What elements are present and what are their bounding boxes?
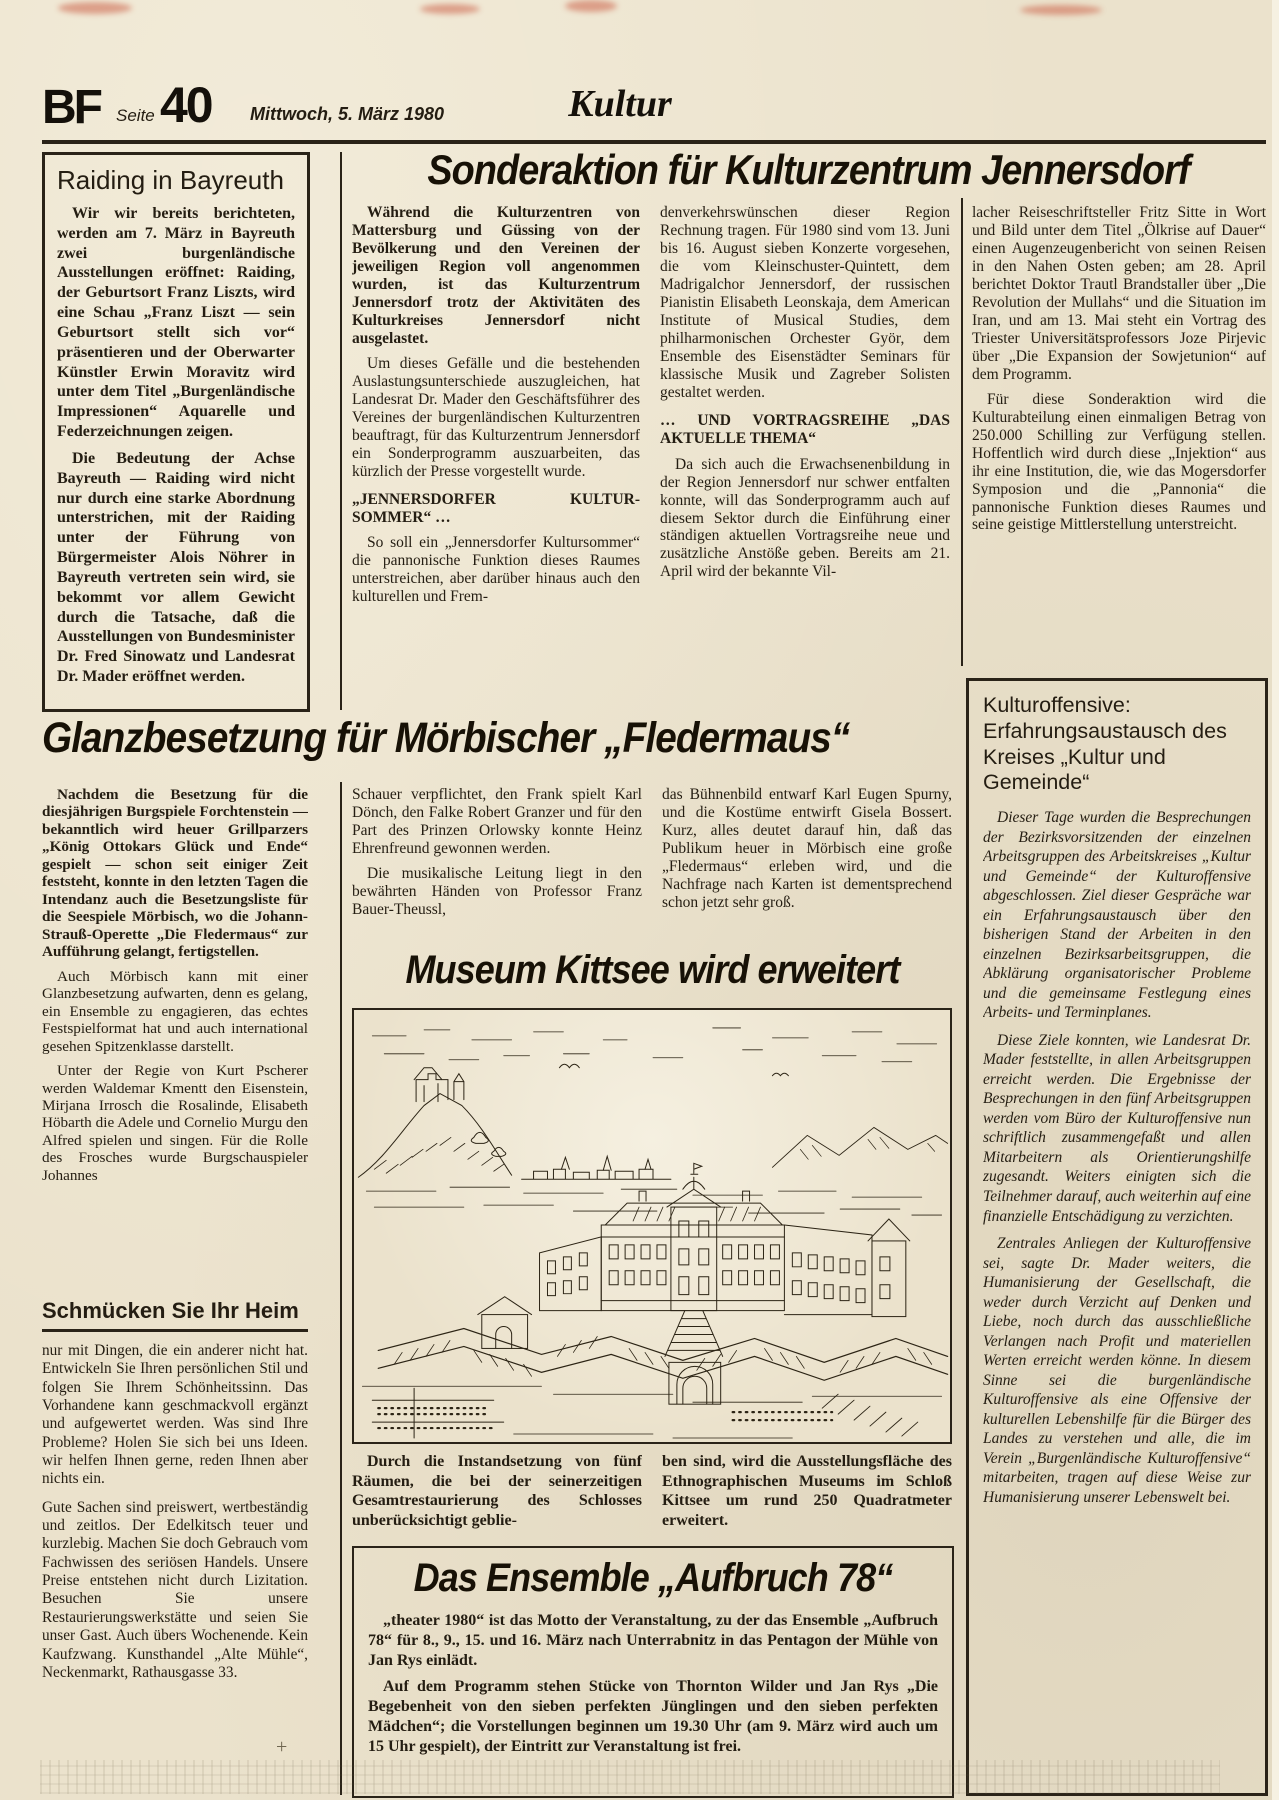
raiding-paragraph: Die Bedeutung der Achse Bayreuth — Raiding wird nicht nur durch eine starke Abordnung unterstrichen, mit der Raiding unter der Führung von Bürgermeister Alois Nöhrer in Bayreuth vertreten sein wird, sie bekommt vor allem Gewicht durch die Tatsache, daß die Ausstellungen von Bundesminister Dr. Fred Sinowatz und Landesrat Dr. Mader eröffnet werden. bbox=[57, 449, 295, 686]
article-paragraph: Nachdem die Besetzung für die diesjährigen Burgspiele Forchtenstein — bekanntlich wird heuer Grillparzers „König Ottokars Glück und Ende“ gespielt — schon seit einiger Zeit feststeht, konnte in den letzten Tagen die Intendanz auch die Besetzungsliste für die Seespiele Mörbisch, wo die Johann-Strauß-Operette „Die Fledermaus“ zur Aufführung gelangt, fertigstellen. bbox=[42, 786, 308, 961]
article-paragraph: Zentrales Anliegen der Kulturoffensive sei, sagte Dr. Mader weiters, die Humanisierung der Gesellschaft, die weder durch Verzicht auf Denken und Liebe, noch durch das ausschließliche Verlangen nach Profit und materiellen Werten erreicht werden könne. In diesem Sinne sei die burgenländische Kulturoffensive als eine Offensive der kulturellen Lebenshilfe für die Bürger des Landes zu verstehen und alle, die im Verein „Burgenländische Kulturoffensive“ mitarbeiten, tragen auf diese Weise zur Humanisierung unserer Lebenswelt bei. bbox=[983, 1235, 1251, 1506]
article-paragraph: Schauer verpflichtet, den Frank spielt Karl Dönch, den Falke Robert Granzer und für den Part des Prinzen Orlowsky konnte Heinz Ehrenfreund gewonnen werden. bbox=[352, 786, 642, 857]
article-paragraph: Während die Kulturzentren von Mattersburg und Güssing von der Bevölkerung und den Vereinen der jeweiligen Region voll angenommen wurden, ist das Kulturzentrum Jennersdorf trotz der Aktivitäten des Kulturkreises Jennersdorf nicht ausgelastet. bbox=[352, 204, 640, 347]
header-rule bbox=[42, 140, 1266, 144]
page-label: Seite bbox=[116, 106, 155, 125]
article-paragraph: Für diese Sonderaktion wird die Kulturabteilung einen einmaligen Betrag von 250.000 Schilling zur Verfügung stellen. Hoffentlich wird durch diese „Injektion“ aus ihr eine Institution, die, wie das Mogersdorfer Symposion und die „Pannonia“ die pannonische Funktion dieses Raumes und seine geistige Mittlerstellung unterstreicht. bbox=[972, 390, 1266, 534]
sonderaktion-headline: Sonderaktion für Kulturzentrum Jennersdorf bbox=[427, 146, 1191, 193]
aufbruch-body bbox=[368, 1611, 938, 1779]
page-edge-strip bbox=[1272, 0, 1279, 1800]
ad-paragraph: nur mit Dingen, die ein anderer nicht hat. Entwickeln Sie Ihren persönlichen Stil und folgen Sie Ihrem Schönheitssinn. Das Vorhandene kann geschmackvoll ergänzt und aufgewertet werden. Was sind Ihre Probleme? Holen Sie sich bei uns Ideen. wir helfen Ihnen gerne, reden Ihnen aber nichts ein. bbox=[42, 1342, 308, 1488]
article-paragraph: lacher Reiseschriftsteller Fritz Sitte in Wort und Bild unter dem Titel „Ölkrise auf Dauer“ einen Augenzeugenbericht von seinen Reisen in den Nahen Osten geben; am 28. April berichtet Doktor Trautl Brandstaller über „Die Revolution der Mullahs“ und die Situation im Iran, und am 13. Mai steht ein Vortrag des Triester Universitätsprofessors Joze Pirjevic über „Die Expansion der Sowjetunion“ auf dem Programm. bbox=[972, 204, 1266, 383]
fledermaus-headline: Glanzbesetzung für Mörbischer „Fledermaus“ bbox=[42, 714, 850, 762]
schmuecken-title: Schmücken Sie Ihr Heim bbox=[42, 1298, 308, 1332]
article-paragraph: Auch Mörbisch kann mit einer Glanzbesetzung aufwarten, denn es gelang, ein Ensemble zu engagieren, das echtes Festspielformat hat und auch international gesehen Spitzenklasse darstellt. bbox=[42, 967, 308, 1055]
article-paragraph: Dieser Tage wurden die Besprechungen der Bezirksvorsitzenden der einzelnen Arbeitsgruppen des Arbeitskreises „Kultur und Gemeinde“ der Kulturoffensive abgeschlossen. Ziel dieser Gespräche war ein Erfahrungsaustausch über den bisherigen Stand der Arbeiten in den einzelnen Bezirksarbeitsgruppen, die Abklärung organisatorischer Probleme und die gemeinsame Festlegung eines Arbeits- und Terminplanes. bbox=[983, 809, 1251, 1022]
page-number: 40 bbox=[160, 77, 212, 133]
fledermaus-column-3 bbox=[662, 786, 952, 952]
kittsee-headline: Museum Kittsee wird erweitert bbox=[404, 948, 900, 992]
raiding-paragraph: Wir wir bereits berichteten, werden am 7. März in Bayreuth zwei burgenländische Ausstellungen eröffnet: Raiding, der Geburtsort Franz Liszts, wird eine Schau „Franz Liszt — sein Geburtsort stellt sich vor“ präsentieren und der Oberwarter Künstler Erwin Moravitz wird unter dem Titel „Burgenländische Impressionen“ Aquarelle und Federzeichnungen zeigen. bbox=[57, 205, 295, 441]
article-paragraph: das Bühnenbild entwarf Karl Eugen Spurny, und die Kostüme entwirft Gisela Bossert. Kurz, alles deutet darauf hin, daß das Publikum heuer in Mörbisch eine große „Fledermaus“ erleben wird, und die Nachfrage nach Karten ist dementsprechend schon jetzt sehr groß. bbox=[662, 786, 952, 911]
scan-smudge bbox=[58, 2, 132, 14]
issue-date: Mittwoch, 5. März 1980 bbox=[250, 104, 445, 124]
article-subhead: „JENNERSDORFER KULTUR-SOMMER“ … bbox=[352, 490, 640, 526]
article-paragraph: denverkehrswünschen dieser Region Rechnung tragen. Für 1980 sind vom 13. Juni bis 16. August sieben Konzerte vorgesehen, die vom Kleinschuster-Quintett, dem Madrigalchor Jennersdorf, der russischen Pianistin Elisabeth Leonskaja, dem American Institute of Musical Studies, dem philharmonischen Orchester Györ, dem Ensemble des Eisenstädter Seminars für klassische Musik und Zagreber Solisten gestaltet werden. bbox=[660, 204, 950, 401]
sonderaktion-column-3 bbox=[972, 204, 1266, 668]
aufbruch-headline: Das Ensemble „Aufbruch 78“ bbox=[413, 1556, 893, 1600]
column-rule bbox=[340, 152, 342, 710]
schmuecken-body bbox=[42, 1342, 308, 1774]
scan-smudge bbox=[565, 0, 617, 12]
kittsee-engraving-illustration bbox=[352, 1008, 952, 1444]
column-rule bbox=[340, 782, 342, 1795]
kittsee-engraving-drawing bbox=[354, 1010, 950, 1442]
raiding-box bbox=[42, 152, 310, 712]
registration-mark: + bbox=[276, 1736, 288, 1758]
scan-smudge bbox=[1020, 5, 1102, 15]
column-rule bbox=[961, 198, 963, 666]
raiding-title: Raiding in Bayreuth bbox=[57, 165, 284, 195]
caption-text: ben sind, wird die Ausstellungsfläche des Ethnographischen Museums im Schloß Kittsee um rund 250 Quadratmeter erweitert. bbox=[662, 1453, 952, 1529]
raiding-body bbox=[57, 204, 295, 694]
article-paragraph: „theater 1980“ ist das Motto der Veranstaltung, zu der das Ensemble „Aufbruch 78“ für 8., 9., 15. und 16. März nach Unterrabnitz in das Pentagon der Mühle von Jan Rys einlädt. bbox=[368, 1612, 938, 1669]
article-paragraph: So soll ein „Jennersdorfer Kultursommer“ die pannonische Funktion dieses Raumes unterstreichen, aber darüber hinaus auch den kulturellen und Frem- bbox=[352, 534, 640, 606]
caption-text: Durch die Instandsetzung von fünf Räumen, die bei der seinerzeitigen Gesamtrestaurierung des Schlosses unberücksichtigt geblie- bbox=[352, 1453, 642, 1529]
article-paragraph: Die musikalische Leitung liegt in den bewährten Händen von Professor Franz Bauer-Theussl, bbox=[352, 864, 642, 918]
article-paragraph: Da sich auch die Erwachsenenbildung in der Region Jennersdorf nur schwer entfalten konnte, will das Sonderprogramm auch auf diesem Sektor durch die Einführung einer ständigen aktuellen Vortragsreihe neue und zusätzliche Anstöße geben. Bereits am 21. April wird der bekannte Vil- bbox=[660, 455, 950, 581]
kulturoffensive-title: Kulturoffensive: Erfahrungsaustausch des Kreises „Kultur und Gemeinde“ bbox=[983, 693, 1227, 795]
sonderaktion-column-1 bbox=[352, 204, 640, 672]
kulturoffensive-box bbox=[966, 678, 1268, 1796]
scan-smudge bbox=[420, 4, 480, 14]
kulturoffensive-body bbox=[983, 808, 1251, 1768]
article-paragraph: Auf dem Programm stehen Stücke von Thornton Wilder und Jan Rys „Die Begebenheit von den sieben perfekten Jünglingen und den sieben perfekten Mädchen“; die Vorstellungen beginnen um 19.30 Uhr (am 9. März wird auch um 15 Uhr gespielt), der Eintritt zur Veranstaltung ist frei. bbox=[368, 1678, 938, 1755]
article-paragraph: Diese Ziele konnten, wie Landesrat Dr. Mader feststellte, in allen Arbeitsgruppen erreicht werden. Die Ergebnisse der Besprechungen in den fünf Arbeitsgruppen werden vom Büro der Kulturoffensive nun schriftlich zusammengefaßt und allen Mitarbeitern als Orientierungshilfe zugesandt. Weiters einigten sich die Teilnehmer darauf, auch weiterhin auf eine finanzielle Entschädigung zu verzichten. bbox=[983, 1031, 1251, 1225]
article-subhead: … UND VORTRAGSREIHE „DAS AKTUELLE THEMA“ bbox=[660, 411, 950, 447]
ad-paragraph: Gute Sachen sind preiswert, wertbeständig und zeitlos. Der Edelkitsch teuer und kurzlebig. Machen Sie doch Gebrauch vom Fachwissen des seriösen Handels. Unsere Preise entstehen nicht durch Lizitation. Besuchen Sie unsere Restaurierungswerkstätte und seien Sie unser Gast. Auch übers Wochenende. Kein Kaufzwang. Kunsthandel „Alte Mühle“, Neckenmarkt, Rathausgasse 33. bbox=[42, 1498, 308, 1681]
article-paragraph: Unter der Regie von Kurt Pscherer werden Waldemar Kmentt den Eisenstein, Mirjana Irrosch die Rosalinde, Elisabeth Höbarth die Adele und Cornelio Murgu den Alfred spielen und singen. Für die Rolle des Frosches wurde Burgschauspieler Johannes bbox=[42, 1062, 308, 1184]
masthead-logo: BF bbox=[42, 81, 100, 134]
sonderaktion-column-2 bbox=[660, 204, 950, 672]
fledermaus-column-2 bbox=[352, 786, 642, 952]
fledermaus-column-1 bbox=[42, 786, 308, 1294]
halftone-texture bbox=[40, 1760, 1220, 1794]
kittsee-caption-col2 bbox=[662, 1452, 952, 1540]
article-paragraph: Um dieses Gefälle und die bestehenden Auslastungsunterschiede auszugleichen, hat Landesrat Dr. Mader den Geschäftsführer des Vereines der burgenländischen Kulturzentren beauftragt, für das Kulturzentrum Jennersdorf ein Sonderprogramm auszuarbeiten, das kürzlich der Presse vorgestellt wurde. bbox=[352, 354, 640, 480]
section-title: Kultur bbox=[568, 83, 672, 125]
kittsee-caption-col1 bbox=[352, 1452, 642, 1540]
